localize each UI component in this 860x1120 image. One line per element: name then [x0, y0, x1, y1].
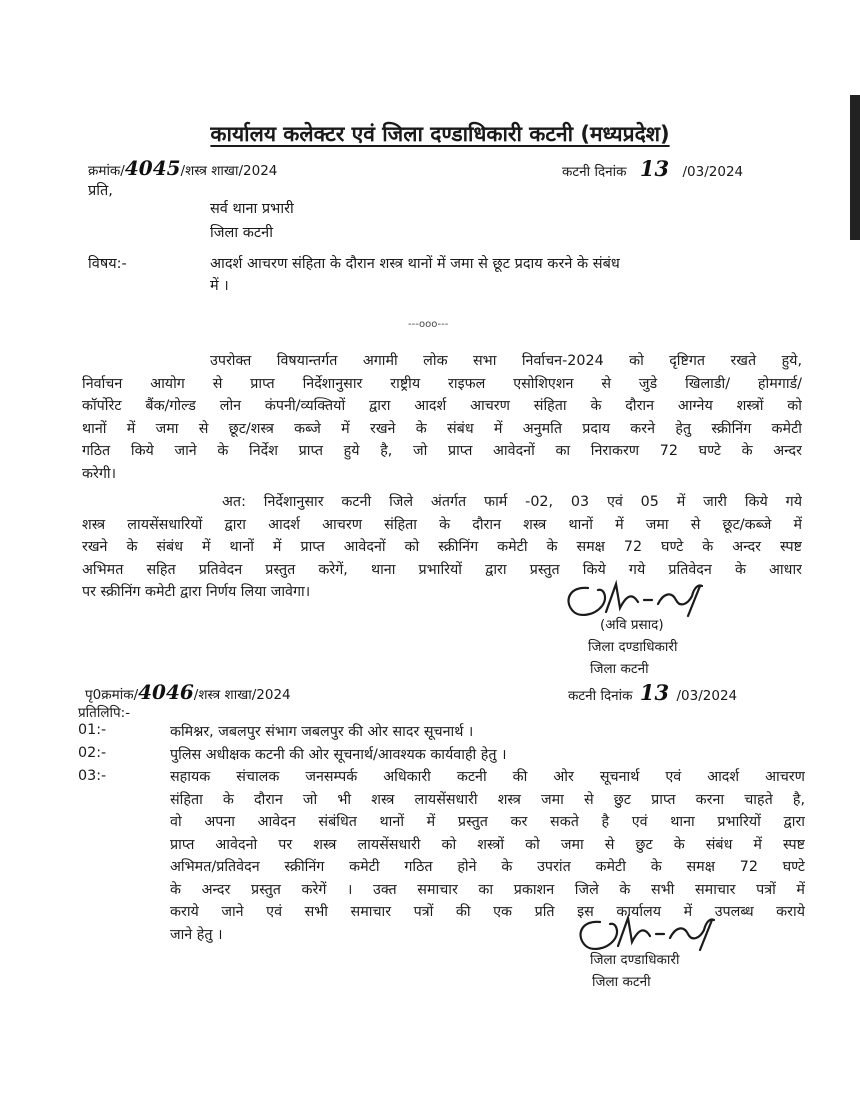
cc-item-number: 03:-: [78, 768, 107, 784]
signature1-designation: जिला दण्डाधिकारी: [588, 639, 678, 655]
para2-line: शस्त्र लायसेंसधारियों द्वारा आदर्श आचरण संहिता के दौरान शस्त्र थानों में जमा से छूट/कब्जे में: [82, 516, 802, 533]
endorsement-ref-number-handwritten: 4046: [138, 680, 194, 704]
endorsement-ref-label: पृ0क्रमांक/: [85, 687, 139, 703]
endorsement-date-day-handwritten: 13: [639, 680, 670, 705]
endorsement-ref-line: [85, 680, 291, 704]
signature1-name: (अवि प्रसाद): [600, 617, 664, 633]
para2-line: अत: निर्देशानुसार कटनी जिले अंतर्गत फार्म -02, 03 एवं 05 में जारी किये गये: [222, 494, 802, 510]
para2-line: रखने के संबंध में थानों में प्राप्त आवेदनों को स्क्रीनिंग कमेटी के समक्ष 72 घण्टे के अन्दर स्पष्ट: [82, 539, 802, 555]
para2-line: अभिमत सहित प्रतिवेदन प्रस्तुत करेगें, थाना प्रभारियों द्वारा प्रस्तुत किये गये प्रतिवेदन के आधार: [82, 561, 802, 578]
signature2-place: जिला कटनी: [592, 974, 651, 990]
para1-line: थानों में जमा से छूट/शस्त्र कब्जे में रखने के संबंध में अनुमति प्रदाय करने हेतु स्क्रीनिंग कमेटी: [82, 420, 802, 437]
ref-line: [88, 156, 277, 180]
cc-item-number: 02:-: [78, 745, 107, 761]
cc3-line: जाने हेतु ।: [170, 926, 223, 943]
cc3-line: कराये जाने एवं सभी समाचार पत्रों की एक प्रति इस कार्यालय में उपलब्ध कराये: [170, 904, 805, 920]
date-label: कटनी दिनांक: [562, 164, 627, 180]
body-paragraph-1: [82, 350, 802, 485]
cc3-line: वो अपना आवेदन संबंधित थानों में प्रस्तुत कर सकते है एवं थाना प्रभारियों द्वारा: [170, 814, 805, 830]
para1-line: कॉर्पोरेट बैंक/गोल्ड लोन कंपनी/व्यक्तियों द्वारा आदर्श आचरण संहिता के दौरान आग्नेय शस्त्रों को: [82, 398, 802, 414]
cc-item-number: 01:-: [78, 722, 107, 738]
scan-edge-mark: [850, 95, 860, 240]
para1-line: निर्वाचन आयोग से प्राप्त निर्देशानुसार राष्ट्रीय राइफल एसोशिएशन से जुडे खिलाडी/ होमगार्ड/: [82, 375, 802, 392]
cc3-line: संहिता के दौरान जो भी शस्त्र लायसेंसधारी शस्त्र जमा से छुट प्राप्त करना चाहते है,: [170, 791, 805, 808]
para1-line: गठित किये जाने के निर्देश प्राप्त हुये है, जो प्राप्त आवेदनों का निराकरण 72 घण्टे के अन्दर: [82, 443, 802, 459]
prati-label: प्रति,: [88, 183, 113, 199]
cc-label: प्रतिलिपि:-: [78, 705, 131, 721]
para1-line: करेगी।: [82, 465, 116, 482]
ref-label: क्रमांक/: [88, 163, 125, 179]
endorsement-date-line: [568, 680, 737, 705]
signature1-place: जिला कटनी: [590, 661, 649, 677]
ref-number-handwritten: 4045: [124, 156, 181, 180]
cc3-line: अभिमत/प्रतिवेदन स्क्रीनिंग कमेटी गठित होने के उपरांत कमेटी के समक्ष 72 घण्टे: [170, 859, 805, 875]
endorsement-date-rest: /03/2024: [676, 688, 738, 704]
office-title: कार्यालय कलेक्टर एवं जिला दण्डाधिकारी कटनी (मध्यप्रदेश): [210, 122, 670, 146]
para2-line: पर स्क्रीनिंग कमेटी द्वारा निर्णय लिया जावेगा।: [82, 584, 311, 600]
date-rest: /03/2024: [682, 164, 744, 180]
date-line: [562, 156, 743, 181]
separator: ---ooo---: [408, 319, 449, 330]
ref-suffix: /शस्त्र शाखा/2024: [180, 163, 278, 179]
subject-label: विषय:-: [88, 256, 127, 272]
cc3-line: के अन्दर प्रस्तुत करेगें । उक्त समाचार का प्रकाशन जिले के सभी समाचार पत्रों में: [170, 881, 805, 898]
subject-line1: आदर्श आचरण संहिता के दौरान शस्त्र थानों में जमा से छूट प्रदाय करने के संबंध: [210, 256, 620, 272]
cc3-line: सहायक संचालक जनसम्पर्क अधिकारी कटनी की ओर सूचनार्थ एवं आदर्श आचरण: [170, 769, 805, 785]
date-day-handwritten: 13: [639, 156, 670, 181]
subject-line2: में ।: [210, 278, 229, 294]
para1-line: उपरोक्त विषयान्तर्गत अगामी लोक सभा निर्वाचन-2024 को दृष्टिगत रखते हुये,: [210, 353, 802, 369]
endorsement-ref-suffix: /शस्त्र शाखा/2024: [193, 687, 291, 703]
addressee-line2: जिला कटनी: [210, 225, 273, 241]
endorsement-date-label: कटनी दिनांक: [568, 688, 633, 704]
cc3-line: प्राप्त आवेदनो पर शस्त्र लायसेंसधारी को शस्त्रों को जमा से छुट के संबंध में स्पष्ट: [170, 836, 805, 853]
addressee-line1: सर्व थाना प्रभारी: [210, 201, 294, 217]
cc-item-text: पुलिस अधीक्षक कटनी की ओर सूचनार्थ/आवश्यक कार्यवाही हेतु ।: [170, 747, 507, 763]
signature2-designation: जिला दण्डाधिकारी: [590, 952, 680, 968]
cc-item-text: कमिश्नर, जबलपुर संभाग जबलपुर की ओर सादर सूचनार्थ ।: [170, 724, 474, 740]
